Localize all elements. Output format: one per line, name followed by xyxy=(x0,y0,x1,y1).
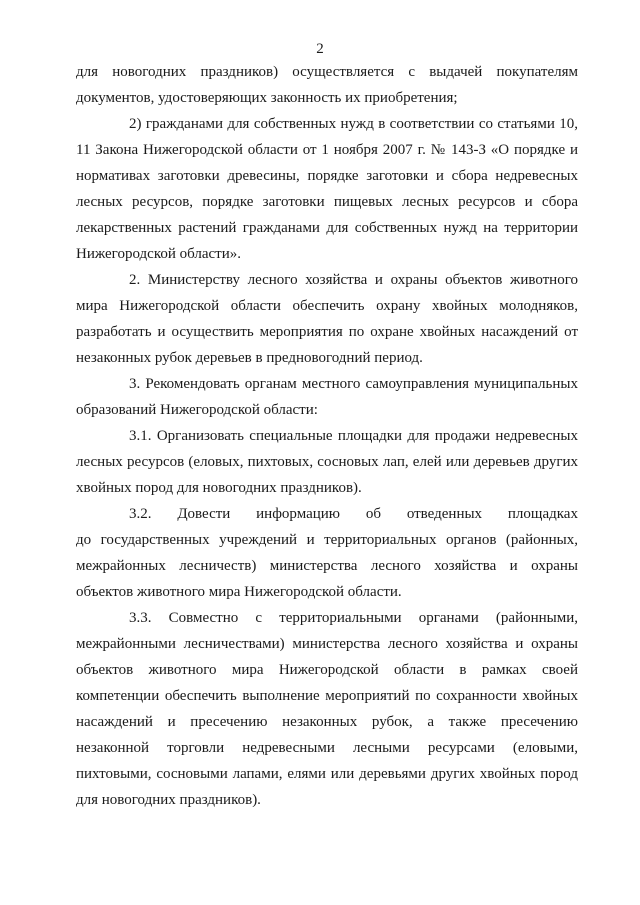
paragraph-3-3: 3.3. Совместно с территориальными органами (районными, межрайонными лесничествами) министерства лесного хозяйства и охраны объектов животного мира Нижегородской области в рамках своей компетенции обеспечить выполнение мероприятий по сохранности хвойных насаждений и пресечению незаконных рубок, а также пресечению незаконной торговли недревесными лесными ресурсами (еловыми, пихтовыми, сосновыми лапами, елями или деревьями других хвойных пород для новогодних праздников). xyxy=(76,610,578,808)
document-body xyxy=(76,59,578,813)
paragraph-3-2-word: отведенных xyxy=(406,506,483,522)
paragraph-3-2-word: площадках xyxy=(507,506,578,522)
page-number: 2 xyxy=(316,41,324,57)
paragraph-3-2-word: об xyxy=(365,506,381,522)
paragraph-3-2-word: Довести xyxy=(177,506,231,522)
paragraph-3-2-first-line xyxy=(76,501,578,527)
paragraph-3-2-word: 3.2. xyxy=(129,506,152,522)
paragraph-item-2-citizens: 2) гражданами для собственных нужд в соответствии со статьями 10, 11 Закона Нижегородской области от 1 ноября 2007 г. № 143-З «О порядке и нормативах заготовки древесины, порядке заготовки и сбора недревесных лесных ресурсов, порядке заготовки пищевых лесных ресурсов и сбора лекарственных растений гражданами для собственных нужд на территории Нижегородской области». xyxy=(76,116,578,262)
paragraph-continuation: для новогодних праздников) осуществляется с выдачей покупателям документов, удостоверяющих законность их приобретения; xyxy=(76,64,578,106)
paragraph-2-ministry: 2. Министерству лесного хозяйства и охраны объектов животного мира Нижегородской области обеспечить охрану хвойных молодняков, разработать и осуществить мероприятия по охране хвойных насаждений от незаконных рубок деревьев в предновогодний период. xyxy=(76,272,578,366)
paragraph-3-2-continuation: до государственных учреждений и территориальных органов (районных, межрайонных лесничеств) министерства лесного хозяйства и охраны объектов животного мира Нижегородской области. xyxy=(76,532,578,600)
paragraph-3-2-word: информацию xyxy=(256,506,341,522)
paragraph-3-1: 3.1. Организовать специальные площадки для продажи недревесных лесных ресурсов (еловых, пихтовых, сосновых лап, елей или деревьев других хвойных пород для новогодних праздников). xyxy=(76,428,578,496)
paragraph-3-recommend: 3. Рекомендовать органам местного самоуправления муниципальных образований Нижегородской области: xyxy=(76,376,578,418)
